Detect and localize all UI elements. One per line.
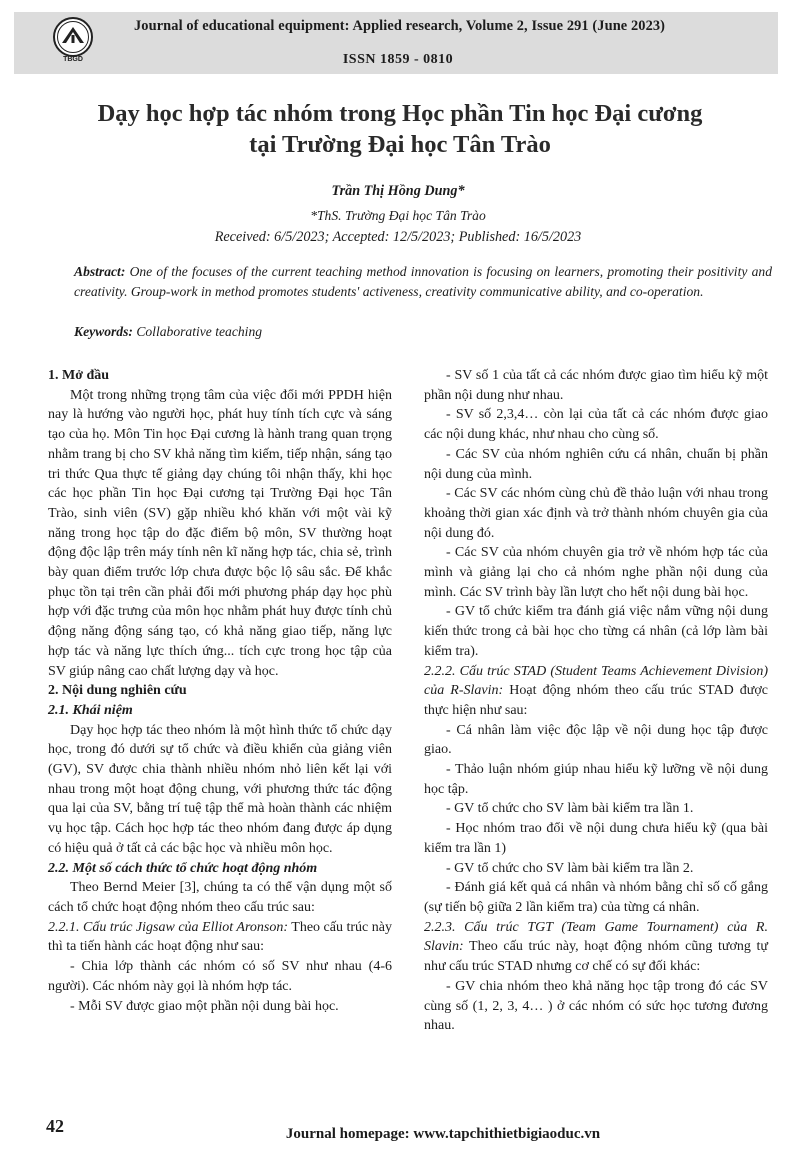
list-item: - Các SV của nhóm nghiên cứu cá nhân, chuẩn bị phần nội dung của mình. xyxy=(424,446,768,482)
author: Trần Thị Hồng Dung* xyxy=(331,183,465,199)
issn: ISSN 1859 - 0810 xyxy=(342,52,454,67)
list-item: - Thảo luận nhóm giúp nhau hiểu kỹ lưỡng về nội dung học tập. xyxy=(424,762,768,797)
section-heading-intro: 1. Mở đầu xyxy=(48,368,110,383)
title-line-1: Dạy học hợp tác nhóm trong Học phần Tin học Đại cương xyxy=(97,100,703,127)
subsubsection-heading: 2.2.3. Cấu trúc TGT (Team Game Tournament) của R. Slavin: xyxy=(424,919,768,955)
keywords xyxy=(74,324,772,340)
list-item: - Cá nhân làm việc độc lập về nội dung học tập được giao. xyxy=(424,722,768,758)
subsection-heading: 2.1. Khái niệm xyxy=(48,702,133,718)
abstract xyxy=(74,262,772,301)
subsection-heading: 2.2. Một số cách thức tổ chức hoạt động nhóm xyxy=(48,860,318,876)
list-item: - GV tổ chức cho SV làm bài kiểm tra lần 2. xyxy=(446,860,694,876)
paragraph-text: Theo cấu trúc này, hoạt động nhóm cũng tương tự như cấu trúc STAD nhưng cơ chế có sự đối khác: xyxy=(424,939,768,975)
right-column xyxy=(424,366,768,1036)
paragraph: Dạy học hợp tác theo nhóm là một hình thức tổ chức dạy học, trong đó dưới sự tổ chức và điều khiển của giảng viên (GV), SV được chia thành nhiều nhóm nhỏ liên kết lại với nhau trong một hoạt động chung, với phương thức tác động qua lại của SV, bằng trí tuệ tập thể mà hoàn thành các nhiệm vụ học tập. Cách học hợp tác theo nhóm đang được áp dụng có hiệu quả ở tất cả các bậc học và nhiều môn học. xyxy=(48,722,392,856)
paragraph: Theo Bernd Meier [3], chúng ta có thể vận dụng một số cách tổ chức hoạt động nhóm theo cấu trúc sau: xyxy=(48,880,392,915)
paragraph-text: Theo cấu trúc này thì ta tiến hành các hoạt động như sau: xyxy=(48,919,392,955)
journal-homepage: Journal homepage: www.tapchithietbigiaoduc.vn xyxy=(285,1126,601,1142)
left-column xyxy=(48,366,392,1016)
list-item: - Mỗi SV được giao một phần nội dung bài học. xyxy=(70,998,339,1014)
list-item: - GV tổ chức kiểm tra đánh giá việc nắm vững nội dung kiến thức trong cả bài học cho từng cá nhân (cả lớp làm bài kiểm tra). xyxy=(424,604,768,659)
list-item: - Các SV của nhóm chuyên gia trở về nhóm hợp tác của mình và giảng lại cho cả nhóm nghe phần nội dung của mình. Các SV trình bày lần lượt cho hết nội dung bài học. xyxy=(424,545,768,600)
publication-dates: Received: 6/5/2023; Accepted: 12/5/2023; Published: 16/5/2023 xyxy=(214,229,582,245)
title-line-2: tại Trường Đại học Tân Trào xyxy=(249,131,551,158)
paragraph xyxy=(424,918,768,977)
affiliation: *ThS. Trường Đại học Tân Trào xyxy=(310,208,486,223)
svg-text:TBGD: TBGD xyxy=(63,56,83,62)
abstract-label: Abstract: xyxy=(74,264,126,279)
paragraph-text: Hoạt động nhóm theo cấu trúc STAD được thực hiện như sau: xyxy=(424,683,769,718)
list-item: - Các SV các nhóm cùng chủ đề thảo luận với nhau trong khoảng thời gian xác định và trở thành nhóm chuyên gia của nội dung đó. xyxy=(424,486,768,541)
list-item: - Đánh giá kết quả cá nhân và nhóm bằng chỉ số cố gắng (sự tiến bộ giữa 2 lần kiểm tra) của từng cá nhân. xyxy=(424,880,768,915)
article-title xyxy=(40,98,760,160)
paragraph xyxy=(48,918,392,957)
list-item: - GV chia nhóm theo khả năng học tập trong đó các SV cùng số (1, 2, 3, 4… ) ở các nhóm có sức học tương đương nhau. xyxy=(424,978,768,1034)
subsubsection-heading: 2.2.1. Cấu trúc Jigsaw của Elliot Aronson: xyxy=(48,919,289,935)
keywords-label: Keywords: xyxy=(74,324,133,339)
journal-name: Journal of educational equipment: Applied research, Volume 2, Issue 291 (June 2023) xyxy=(134,18,666,34)
list-item: - Chia lớp thành các nhóm có số SV như nhau (4-6 người). Các nhóm này gọi là nhóm hợp tác. xyxy=(48,959,392,994)
list-item: - SV số 2,3,4… còn lại của tất cả các nhóm được giao các nội dung khác, như nhau cho cùng số. xyxy=(424,407,768,443)
keywords-text: Collaborative teaching xyxy=(136,324,263,339)
list-item: - SV số 1 của tất cả các nhóm được giao tìm hiểu kỹ một phần nội dung như nhau. xyxy=(424,368,768,403)
list-item: - GV tổ chức cho SV làm bài kiểm tra lần 1. xyxy=(446,801,694,817)
page-number: 42 xyxy=(46,1116,64,1136)
section-heading-content: 2. Nội dung nghiên cứu xyxy=(48,683,187,699)
list-item: - Học nhóm trao đổi về nội dung chưa hiểu kỹ (qua bài kiểm tra lần 1) xyxy=(424,821,768,856)
paragraph: Một trong những trọng tâm của việc đổi mới PPDH hiện nay là hướng vào người học, phát huy tính tích cực và sáng tạo của họ. Môn Tin học Đại cương là hành trang quan trọng nhằm trang bị cho SV khả năng tìm kiếm, tiếp nhận, sáng tạo tri thức Qua thực tế giảng dạy chúng tôi nhận thấy, khi học các học phần Tin học Đại cương tại Trường Đại học Tân Trào, sinh viên (SV) gặp nhiều khó khăn với một vài kỹ năng trong học tập do đặc điểm bộ môn, SV thường hoạt động độc lập trên máy tính nên kĩ năng hợp tác, chia sẻ, trình bày quan điểm trước lớp chưa được bộc lộ sâu sắc. Để khắc phục tồn tại trên cần phải đổi mới phương pháp dạy học phù hợp với đặc trưng của môn học nhằm phát huy được tính chủ động năng động sáng tạo, có khả năng giao tiếp, năng lực hợp tác và năng lực thích ứng... tích cực trong học tập của SV giúp nâng cao chất lượng dạy và học. xyxy=(48,387,392,679)
paragraph xyxy=(424,662,768,721)
subsubsection-heading: 2.2.2. Cấu trúc STAD (Student Teams Achievement Division) của R-Slavin: xyxy=(424,663,768,699)
abstract-text: One of the focuses of the current teaching method innovation is focusing on learners, promoting their positivity and creativity. Group-work in method promotes students' activeness, creativity communicative ability, and co-operation. xyxy=(74,264,772,299)
